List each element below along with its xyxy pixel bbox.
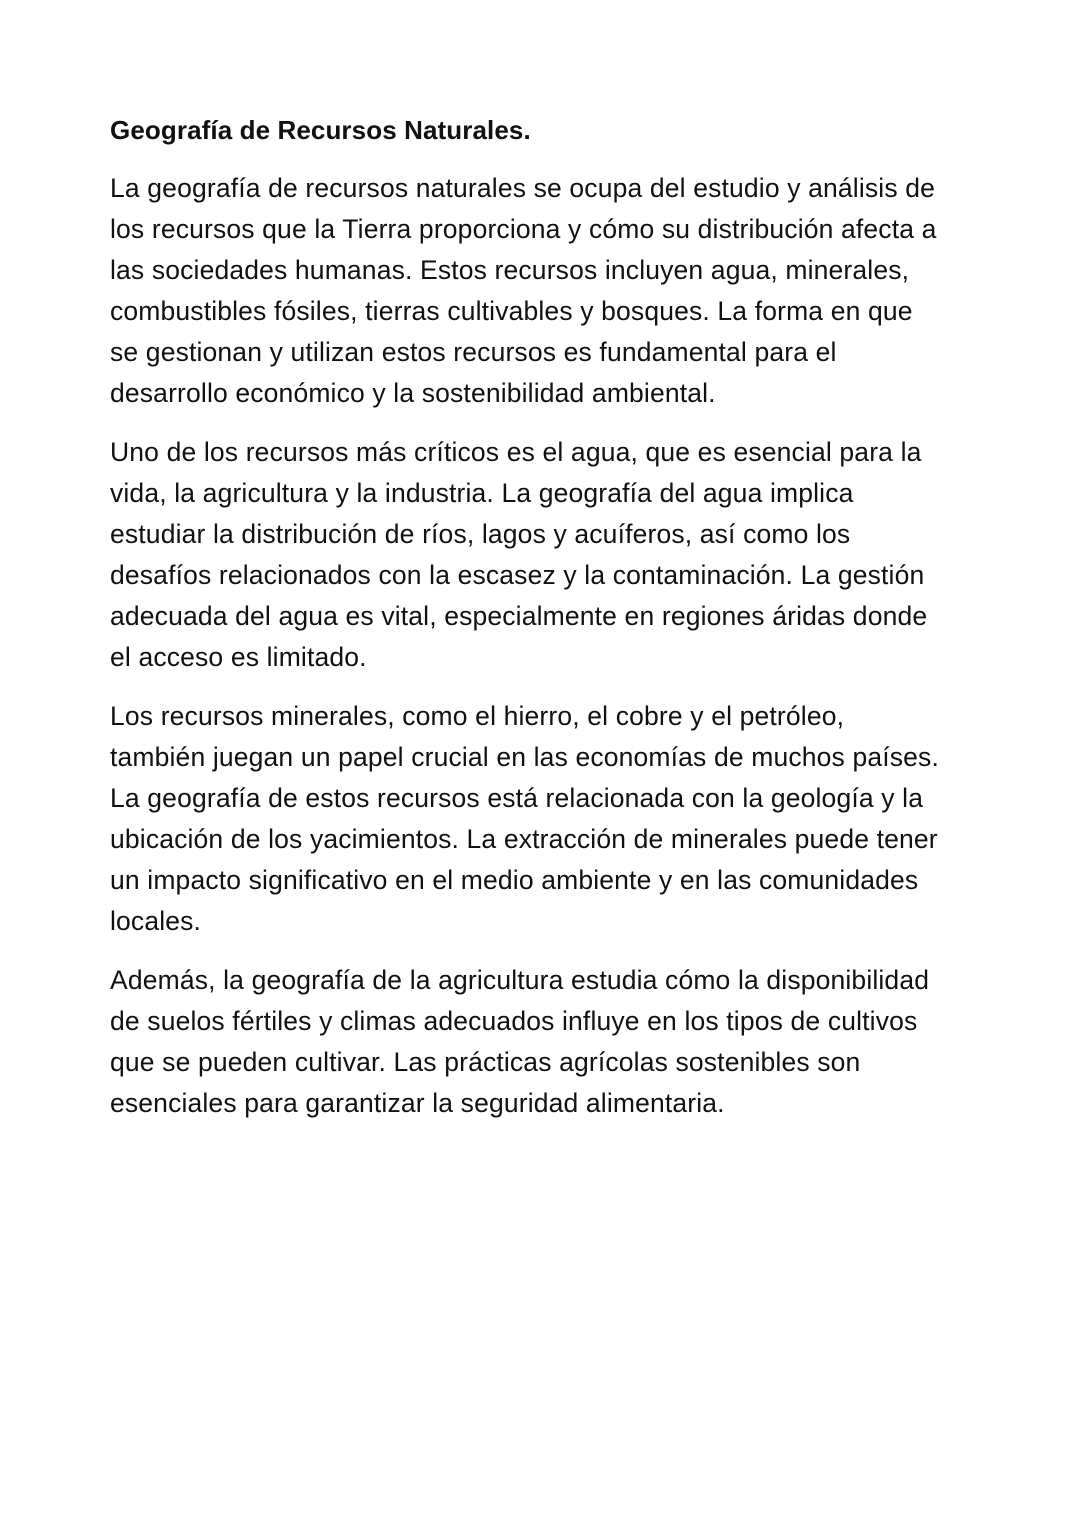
paragraph-minerals: Los recursos minerales, como el hierro, el cobre y el petróleo, también juegan un papel crucial en las economías de muchos países. La geografía de estos recursos está relacionada con la geología y la ubicación de los yacimientos. La extracción de minerales puede tener un impacto significativo en el medio ambiente y en las comunidades locales. [110, 701, 939, 936]
paragraph-water: Uno de los recursos más críticos es el agua, que es esencial para la vida, la agricultura y la industria. La geografía del agua implica estudiar la distribución de ríos, lagos y acuíferos, así como los desafíos relacionados con la escasez y la contaminación. La gestión adecuada del agua es vital, especialmente en regiones áridas donde el acceso es limitado. [110, 437, 928, 672]
document-title: Geografía de Recursos Naturales. [110, 115, 531, 145]
document-body [110, 108, 940, 1142]
paragraph-agriculture: Además, la geografía de la agricultura estudia cómo la disponibilidad de suelos fértiles y climas adecuados influye en los tipos de cultivos que se pueden cultivar. Las prácticas agrícolas sostenibles son esenciales para garantizar la seguridad alimentaria. [110, 965, 930, 1118]
paragraph-intro: La geografía de recursos naturales se ocupa del estudio y análisis de los recursos que la Tierra proporciona y cómo su distribución afecta a las sociedades humanas. Estos recursos incluyen agua, minerales, combustibles fósiles, tierras cultivables y bosques. La forma en que se gestionan y utilizan estos recursos es fundamental para el desarrollo económico y la sostenibilidad ambiental. [110, 173, 937, 408]
